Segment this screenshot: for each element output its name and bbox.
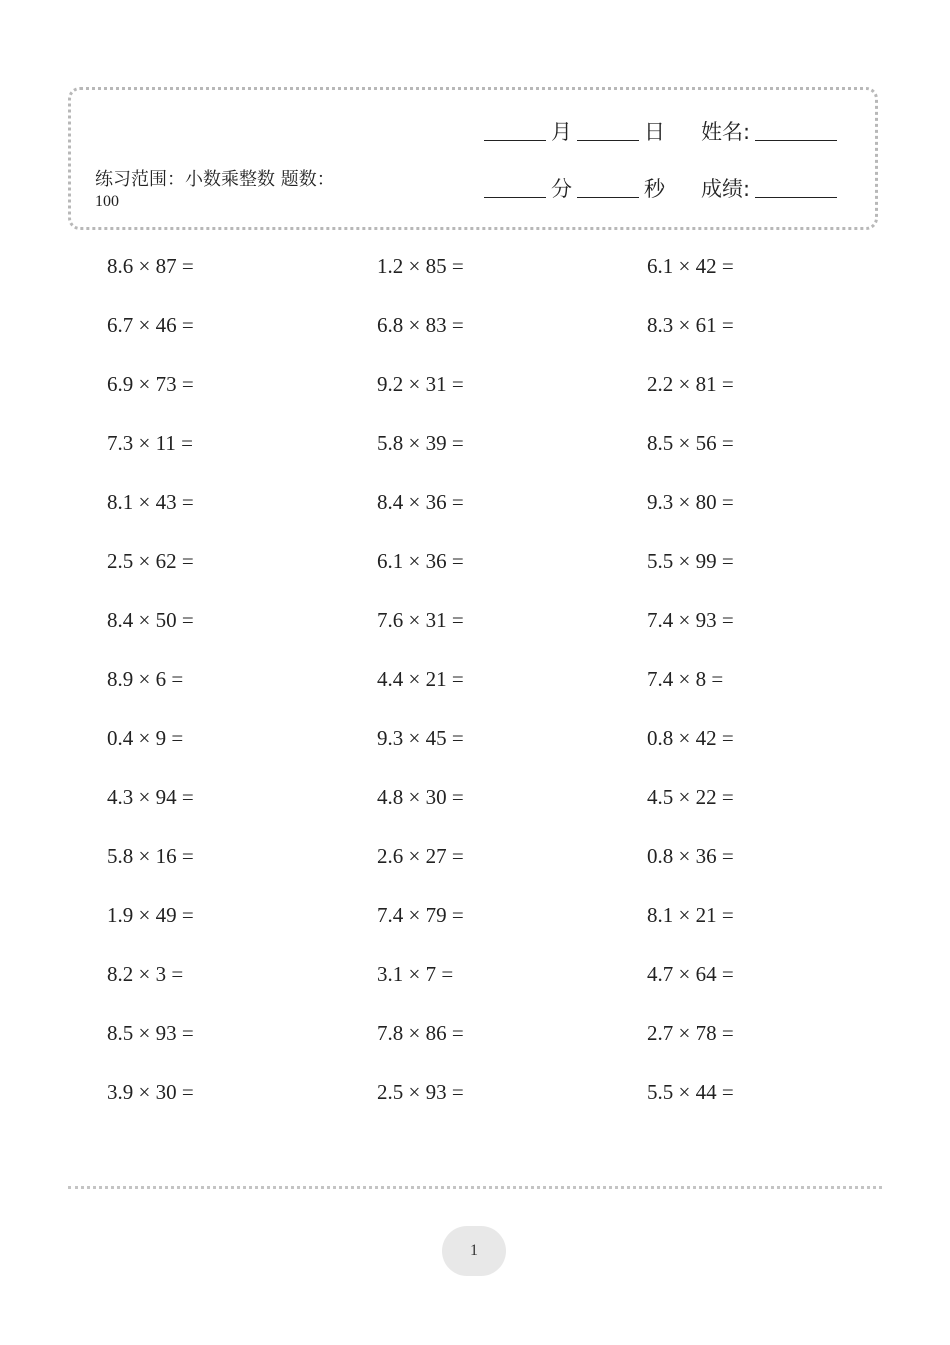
problem-item: 8.4 × 36 =: [377, 490, 464, 514]
problem-row: [107, 1077, 917, 1136]
problem-item: 2.5 × 62 =: [107, 549, 194, 573]
problem-row: [107, 546, 917, 605]
score-blank[interactable]: [755, 197, 837, 198]
problem-item: 6.8 × 83 =: [377, 313, 464, 337]
problem-item: 3.9 × 30 =: [107, 1080, 194, 1104]
problem-item: 3.1 × 7 =: [377, 962, 454, 986]
problem-row: [107, 487, 917, 546]
problem-item: 8.6 × 87 =: [107, 254, 194, 278]
practice-scope: [95, 168, 365, 212]
footer-divider: [68, 1186, 882, 1189]
time-score-row: [484, 174, 837, 204]
problem-item: 7.4 × 8 =: [647, 667, 724, 691]
problem-item: 5.8 × 39 =: [377, 431, 464, 455]
problem-item: 2.5 × 93 =: [377, 1080, 464, 1104]
problem-item: 6.9 × 73 =: [107, 372, 194, 396]
problem-item: 2.6 × 27 =: [377, 844, 464, 868]
problem-item: 1.9 × 49 =: [107, 903, 194, 927]
problem-item: 4.7 × 64 =: [647, 962, 734, 986]
problem-item: 4.4 × 21 =: [377, 667, 464, 691]
problem-item: 0.8 × 42 =: [647, 726, 734, 750]
day-blank[interactable]: [577, 140, 639, 141]
problem-item: 4.3 × 94 =: [107, 785, 194, 809]
problem-row: [107, 900, 917, 959]
problem-item: 7.6 × 31 =: [377, 608, 464, 632]
problem-item: 8.5 × 93 =: [107, 1021, 194, 1045]
problem-item: 8.1 × 21 =: [647, 903, 734, 927]
page-number: 1: [470, 1242, 478, 1259]
problem-item: 8.9 × 6 =: [107, 667, 184, 691]
problem-row: [107, 723, 917, 782]
problem-item: 0.8 × 36 =: [647, 844, 734, 868]
problem-item: 7.3 × 11 =: [107, 431, 193, 455]
problem-row: [107, 251, 917, 310]
problem-item: 8.4 × 50 =: [107, 608, 194, 632]
problem-item: 8.5 × 56 =: [647, 431, 734, 455]
score-label: 成绩:: [701, 177, 751, 201]
problem-item: 5.8 × 16 =: [107, 844, 194, 868]
problem-row: [107, 1018, 917, 1077]
name-blank[interactable]: [755, 140, 837, 141]
problem-item: 6.7 × 46 =: [107, 313, 194, 337]
name-label: 姓名:: [701, 120, 751, 144]
problem-item: 2.2 × 81 =: [647, 372, 734, 396]
scope-label: 练习范围：小数乘整数 题数：: [95, 169, 335, 190]
month-blank[interactable]: [484, 140, 546, 141]
second-blank[interactable]: [577, 197, 639, 198]
problem-item: 4.8 × 30 =: [377, 785, 464, 809]
problem-row: [107, 664, 917, 723]
problem-item: 5.5 × 99 =: [647, 549, 734, 573]
problem-item: 7.8 × 86 =: [377, 1021, 464, 1045]
minute-blank[interactable]: [484, 197, 546, 198]
problem-item: 0.4 × 9 =: [107, 726, 184, 750]
problem-row: [107, 310, 917, 369]
problem-item: 8.1 × 43 =: [107, 490, 194, 514]
month-label: 月: [551, 120, 572, 144]
problem-count: 100: [95, 193, 119, 210]
problem-item: 1.2 × 85 =: [377, 254, 464, 278]
problem-item: 7.4 × 79 =: [377, 903, 464, 927]
problem-row: [107, 428, 917, 487]
problem-grid: [107, 251, 917, 1136]
problem-item: 9.2 × 31 =: [377, 372, 464, 396]
problem-item: 6.1 × 42 =: [647, 254, 734, 278]
problem-item: 7.4 × 93 =: [647, 608, 734, 632]
date-name-row: [484, 117, 837, 147]
problem-row: [107, 369, 917, 428]
problem-item: 4.5 × 22 =: [647, 785, 734, 809]
day-label: 日: [644, 120, 665, 144]
problem-item: 6.1 × 36 =: [377, 549, 464, 573]
problem-row: [107, 959, 917, 1018]
second-label: 秒: [644, 177, 665, 201]
problem-row: [107, 782, 917, 841]
problem-row: [107, 841, 917, 900]
page-number-badge: [442, 1226, 506, 1276]
problem-item: 5.5 × 44 =: [647, 1080, 734, 1104]
problem-row: [107, 605, 917, 664]
minute-label: 分: [551, 177, 572, 201]
problem-item: 2.7 × 78 =: [647, 1021, 734, 1045]
problem-item: 8.2 × 3 =: [107, 962, 184, 986]
problem-item: 9.3 × 80 =: [647, 490, 734, 514]
problem-item: 8.3 × 61 =: [647, 313, 734, 337]
problem-item: 9.3 × 45 =: [377, 726, 464, 750]
